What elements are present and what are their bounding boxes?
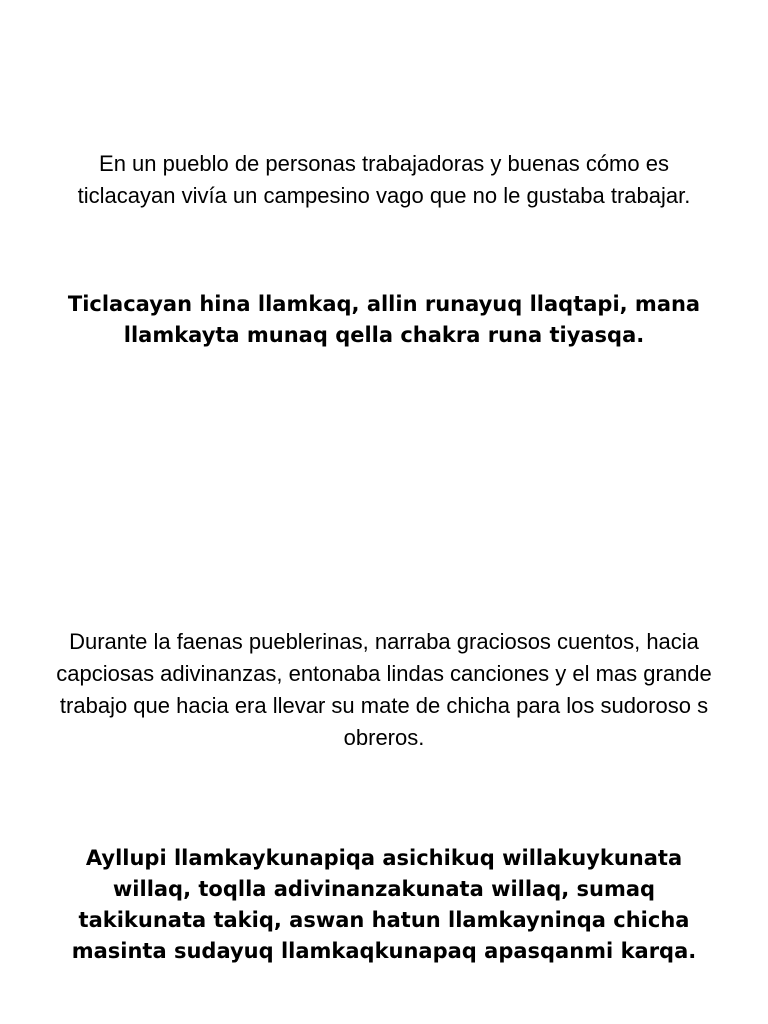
paragraph-quechua-1: Ticlacayan hina llamkaq, allin runayuq llaqtapi, mana llamkayta munaq qella chakra runa tiyasqa. [67,292,701,347]
paragraph-spanish-2: Durante la faenas pueblerinas, narraba graciosos cuentos, hacia capciosas adivinanzas, entonaba lindas canciones y el mas grande trabajo que hacia era llevar su mate de chicha para los sudoroso s obreros. [56,629,712,750]
paragraph-spanish-1: En un pueblo de personas trabajadoras y buenas cómo es ticlacayan vivía un campesino vago que no le gustaba trabajar. [77,151,691,208]
paragraph-quechua-2: Ayllupi llamkaykunapiqa asichikuq willakuykunata willaq, toqlla adivinanzakunata willaq, sumaq takikunata takiq, aswan hatun llamkayninqa chicha masinta sudayuq llamkaqkunapaq apasqanmi karqa. [71,846,697,963]
